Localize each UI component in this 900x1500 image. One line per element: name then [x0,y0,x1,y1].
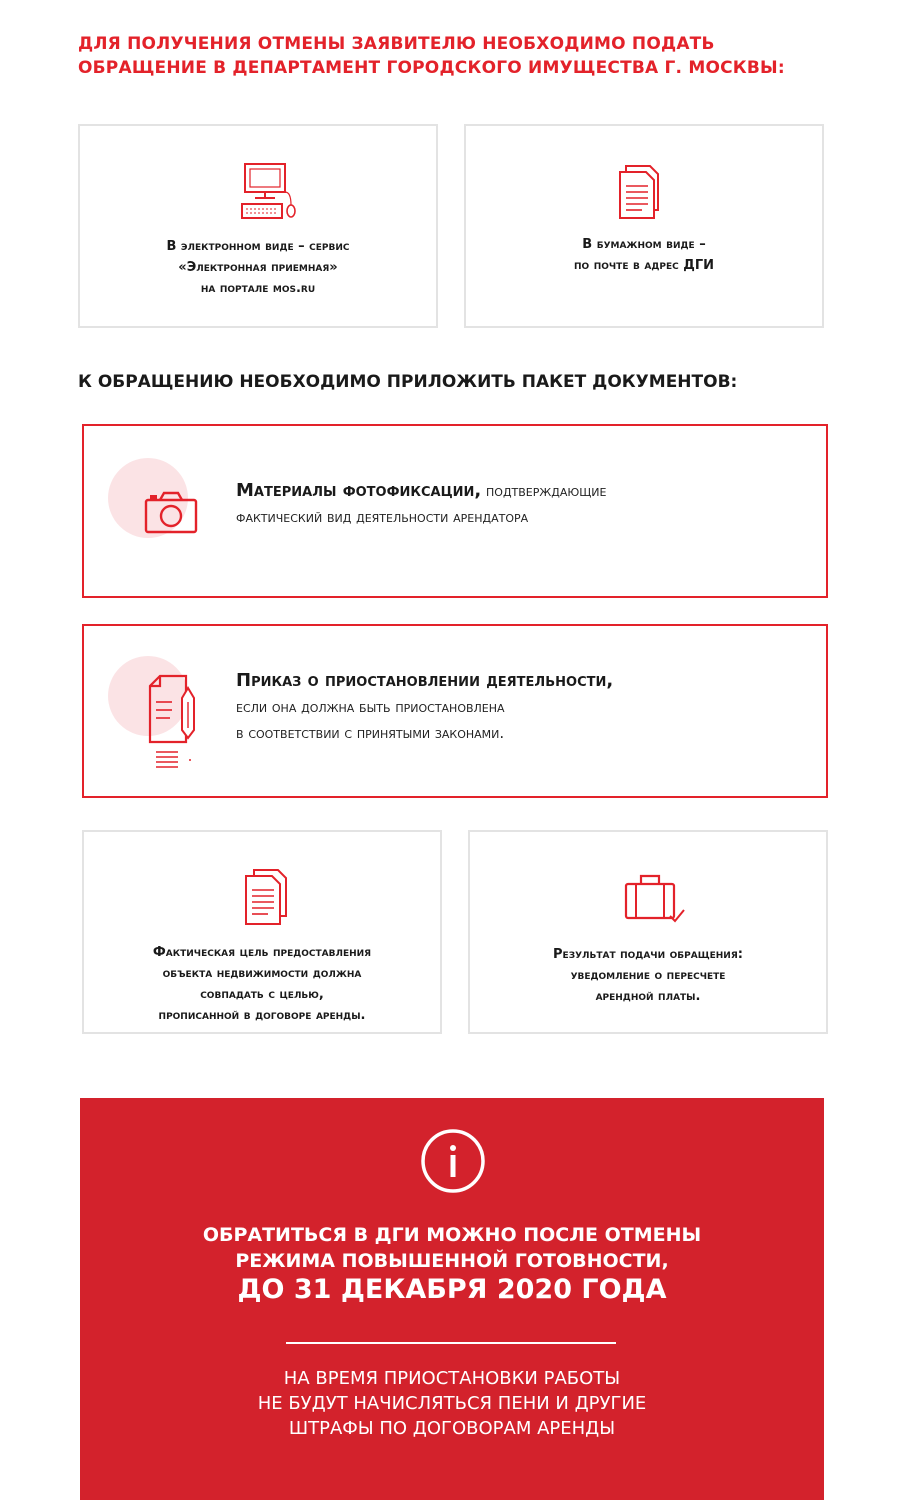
info-card-purpose-line-1: Фактическая цель предоставления [152,945,372,960]
submit-option-paper-line-1: В бумажном виде – [582,237,706,252]
submit-option-paper-text [466,234,822,276]
info-card-purpose-line-2: объекта недвижимости должна [162,966,362,981]
documents-heading: К ОБРАЩЕНИЮ НЕОБХОДИМО ПРИЛОЖИТЬ ПАКЕТ ДОКУМЕНТОВ: [78,372,738,392]
heading-line-1: ДЛЯ ПОЛУЧЕНИЯ ОТМЕНЫ ЗАЯВИТЕЛЮ НЕОБХОДИМО ПОДАТЬ [78,34,715,54]
banner-note-line-1: НА ВРЕМЯ ПРИОСТАНОВКИ РАБОТЫ [283,1368,621,1389]
camera-icon [144,490,200,534]
deadline-banner [80,1098,824,1500]
document-photo-text [236,478,606,530]
briefcase-check-icon [624,872,686,924]
page-heading [78,32,878,80]
document-order-line-1: если она должна быть приостановлена [236,698,505,716]
banner-line-1: ОБРАТИТЬСЯ В ДГИ МОЖНО ПОСЛЕ ОТМЕНЫ [202,1224,702,1246]
banner-divider [286,1342,616,1344]
info-card-purpose-line-3: совпадать с целью, [200,987,324,1002]
document-list-icon [244,868,292,926]
submit-option-electronic [78,124,438,328]
submit-option-electronic-line-2: «Электронная приемная» [178,260,338,275]
heading-line-2: ОБРАЩЕНИЕ В ДЕПАРТАМЕНТ ГОРОДСКОГО ИМУЩЕСТВА Г. МОСКВЫ: [78,58,785,78]
info-icon [420,1128,486,1194]
banner-line-2: РЕЖИМА ПОВЫШЕННОЙ ГОТОВНОСТИ, [235,1250,669,1272]
submit-option-paper-line-2: по почте в адрес ДГИ [574,258,714,273]
info-card-result-line-3: арендной платы. [595,989,701,1004]
info-card-purpose [82,830,442,1034]
info-card-result-line-2: уведомление о пересчете [570,968,726,983]
banner-note-line-2: НЕ БУДУТ НАЧИСЛЯТЬСЯ ПЕНИ И ДРУГИЕ [257,1393,647,1414]
submit-option-electronic-text [80,236,436,299]
submit-option-paper [464,124,824,328]
document-card-order [82,624,828,798]
document-card-photo [82,424,828,598]
document-order-line-2: в соответствии с принятыми законами. [236,724,505,742]
document-photo-title: Материалы фотофиксации, [236,480,482,501]
info-card-purpose-text [84,942,440,1026]
banner-deadline: ДО 31 ДЕКАБРЯ 2020 ГОДА [237,1274,667,1305]
banner-note [80,1366,824,1441]
banner-note-line-3: ШТРАФЫ ПО ДОГОВОРАМ АРЕНДЫ [288,1418,616,1439]
document-photo-title-rest: подтверждающие [481,482,607,500]
document-order-text [236,668,613,746]
submit-option-electronic-line-1: В электронном виде – сервис [166,239,350,254]
document-photo-line-1: фактический вид деятельности арендатора [236,508,529,526]
info-card-result-text [470,944,826,1007]
order-document-icon [146,672,202,772]
banner-message [80,1222,824,1274]
computer-icon [240,162,298,222]
info-card-purpose-line-4: прописанной в договоре аренды. [158,1008,366,1023]
info-card-result [468,830,828,1034]
submit-option-electronic-line-3: на портале mos.ru [200,281,316,296]
document-order-title: Приказ о приостановлении деятельности, [236,670,614,691]
info-card-result-line-1: Результат подачи обращения: [553,947,743,962]
paper-document-icon [618,164,664,220]
